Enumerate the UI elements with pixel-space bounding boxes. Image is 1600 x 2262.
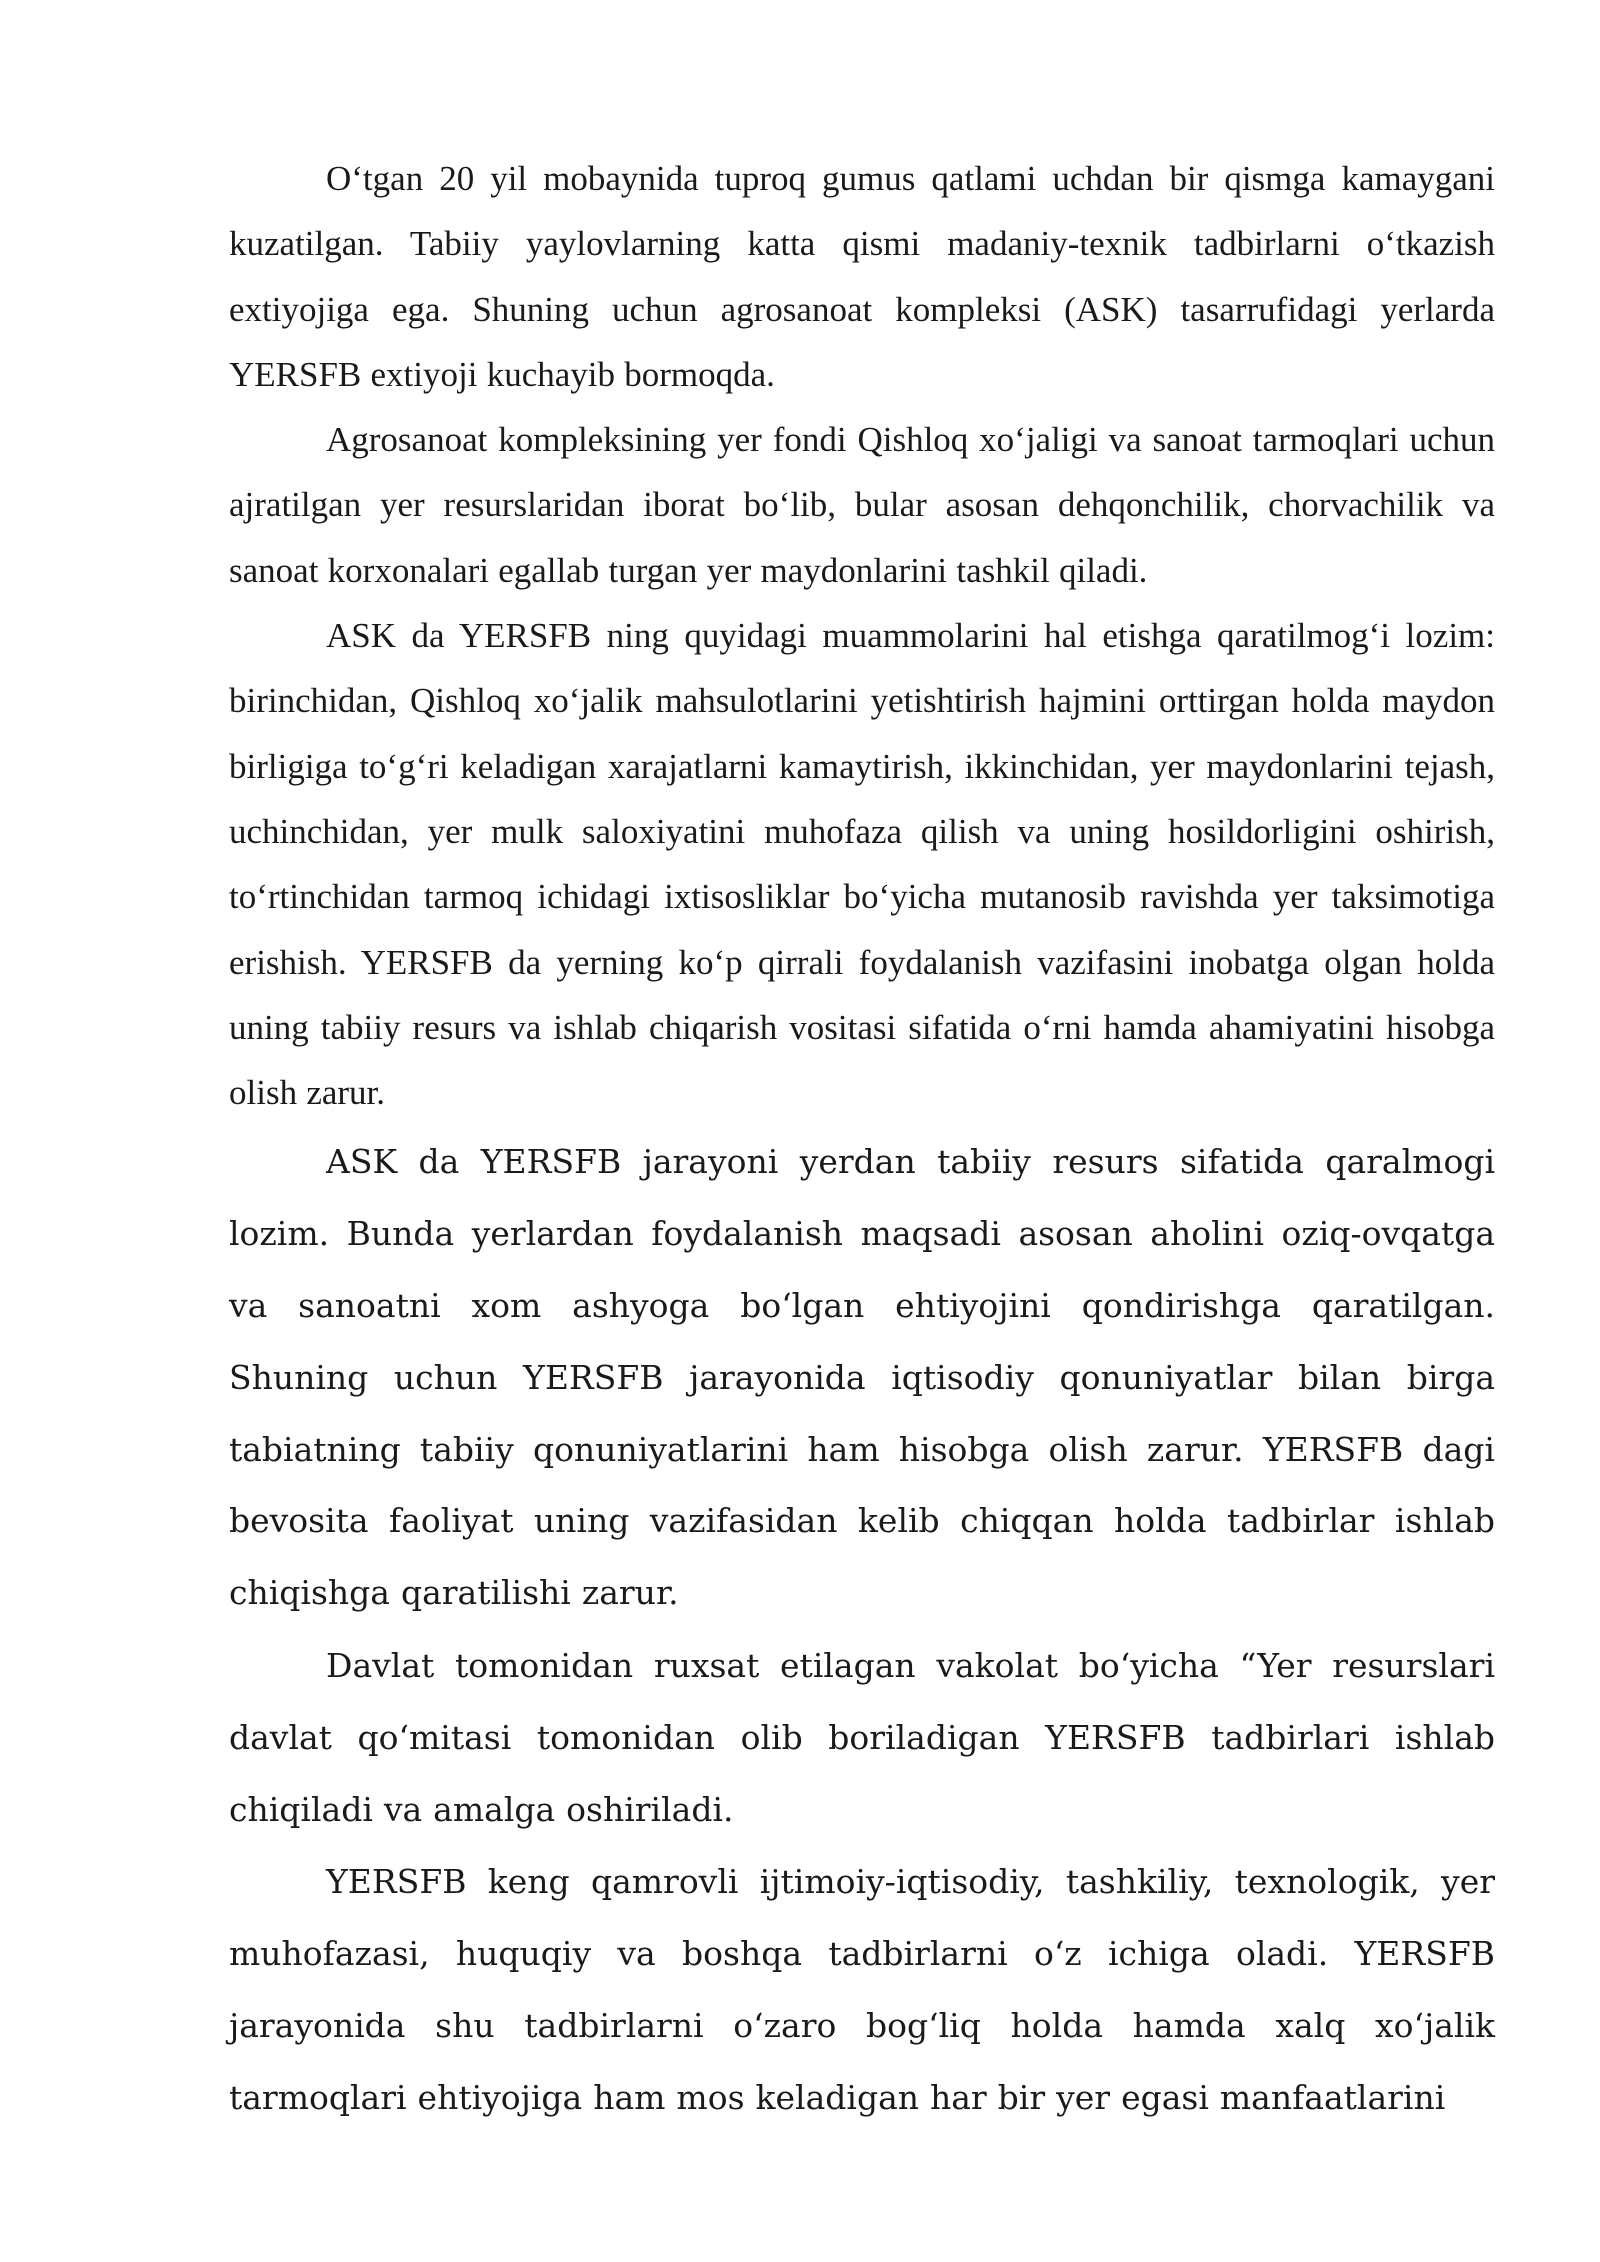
- paragraph-5: Davlat tomonidan ruxsat etilagan vakolat bo‘yicha “Yer resurslari davlat qo‘mitasi tomonidan olib boriladigan YERSFB tadbirlari ishlab chiqiladi va amalga oshiriladi.: [229, 1646, 1495, 1829]
- paragraph-6: YERSFB keng qamrovli ijtimoiy-iqtisodiy, tashkiliy, texnologik, yer muhofazasi, huquqiy va boshqa tadbirlarni o‘z ichiga oladi. YERSFB jarayonida shu tadbirlarni o‘zaro bog‘liq holda hamda xalq xo‘jalik tarmoqlari ehtiyojiga ham mos keladigan har bir yer egasi manfaatlarini: [229, 1862, 1495, 2117]
- paragraph-2: Agrosanoat kompleksining yer fondi Qishloq xo‘jaligi va sanoat tarmoqlari uchun ajratilgan yer resurslaridan iborat bo‘lib, bular asosan dehqonchilik, chorvachilik va sanoat korxonalari egallab turgan yer maydonlarini tashkil qiladi.: [229, 420, 1495, 590]
- document-page: [229, 146, 1495, 2134]
- paragraph-3: ASK da YERSFB ning quyidagi muammolarini hal etishga qaratilmog‘i lozim: birinchidan, Qishloq xo‘jalik mahsulotlarini yetishtirish hajmini orttirgan holda maydon birligiga to‘g‘ri keladigan xarajatlarni kamaytirish, ikkinchidan, yer maydonlarini tejash, uchinchidan, yer mulk saloxiyatini muhofaza qilish va uning hosildorligini oshirish, to‘rtinchidan tarmoq ichidagi ixtisosliklar bo‘yicha mutanosib ravishda yer taksimotiga erishish. YERSFB da yerning ko‘p qirrali foydalanish vazifasini inobatga olgan holda uning tabiiy resurs va ishlab chiqarish vositasi sifatida o‘rni hamda ahamiyatini hisobga olish zarur.: [229, 616, 1495, 1113]
- paragraph-1: O‘tgan 20 yil mobaynida tuproq gumus qatlami uchdan bir qismga kamaygani kuzatilgan. Tabiiy yaylovlarning katta qismi madaniy-texnik tadbirlarni o‘tkazish extiyojiga ega. Shuning uchun agrosanoat kompleksi (ASK) tasarrufidagi yerlarda YERSFB extiyoji kuchayib bormoqda.: [229, 159, 1495, 394]
- paragraph-4: ASK da YERSFB jarayoni yerdan tabiiy resurs sifatida qaralmogi lozim. Bunda yerlardan foydalanish maqsadi asosan aholini oziq-ovqatga va sanoatni xom ashyoga bo‘lgan ehtiyojini qondirishga qaratilgan. Shuning uchun YERSFB jarayonida iqtisodiy qonuniyatlar bilan birga tabiatning tabiiy qonuniyatlarini ham hisobga olish zarur. YERSFB dagi bevosita faoliyat uning vazifasidan kelib chiqqan holda tadbirlar ishlab chiqishga qaratilishi zarur.: [229, 1142, 1495, 1613]
